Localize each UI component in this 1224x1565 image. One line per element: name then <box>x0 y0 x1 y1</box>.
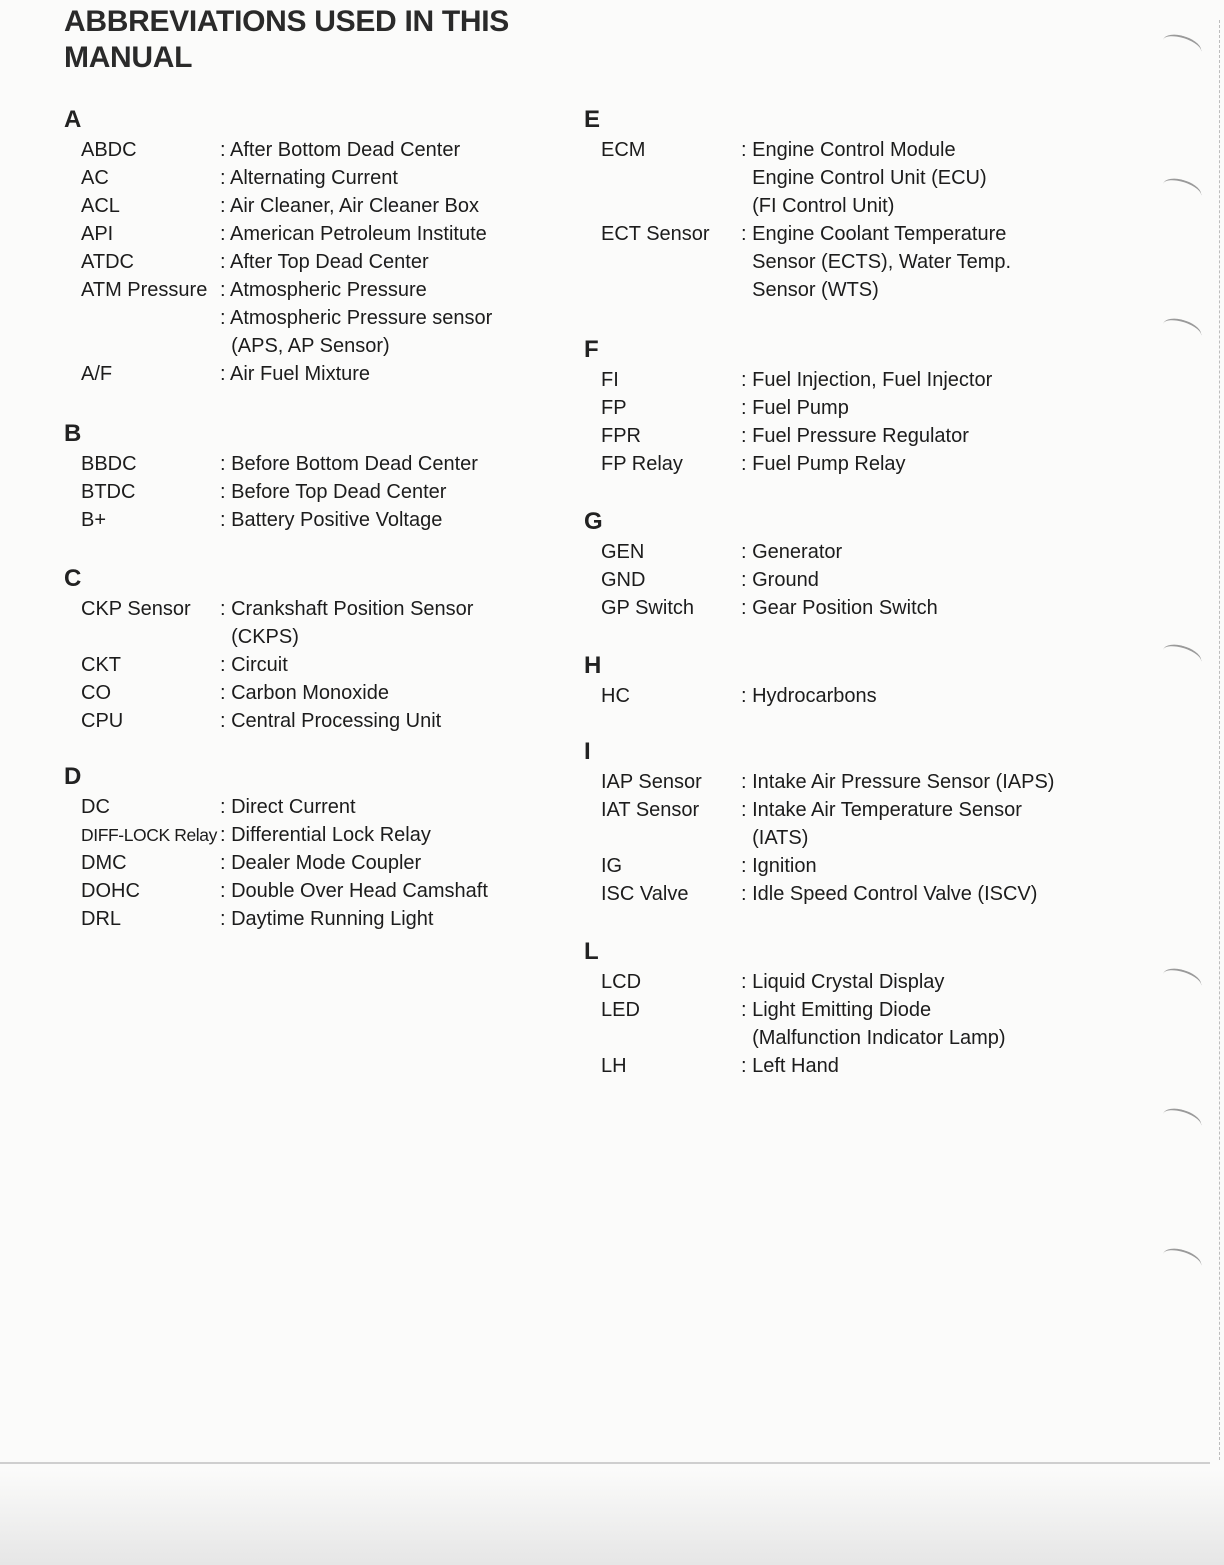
abbreviation-definition: (CKPS) <box>220 626 299 648</box>
abbreviation-definition: : Hydrocarbons <box>741 685 877 707</box>
abbreviation-term: BTDC <box>81 481 136 503</box>
abbreviation-term: ACL <box>81 195 120 217</box>
abbreviation-definition: : Light Emitting Diode <box>741 999 932 1021</box>
section-letter-g: G <box>584 508 603 535</box>
abbreviation-term: B+ <box>81 509 107 531</box>
abbreviation-definition: : Fuel Pump <box>741 397 849 419</box>
binder-hole-mark <box>1160 1244 1204 1275</box>
abbreviation-term: FI <box>601 369 619 391</box>
abbreviation-term: DMC <box>81 852 127 874</box>
abbreviation-definition: : Dealer Mode Coupler <box>220 852 422 874</box>
abbreviation-definition: : Atmospheric Pressure <box>220 279 427 301</box>
abbreviation-definition: : Left Hand <box>741 1055 839 1077</box>
abbreviation-term: A/F <box>81 363 113 385</box>
abbreviation-term: CKP Sensor <box>81 598 191 620</box>
abbreviation-term: ECM <box>601 139 646 161</box>
abbreviation-definition: : Intake Air Pressure Sensor (IAPS) <box>741 771 1055 793</box>
abbreviation-definition: : Before Bottom Dead Center <box>220 453 478 475</box>
abbreviation-term: FP Relay <box>601 453 683 475</box>
abbreviation-term: DOHC <box>81 880 140 902</box>
binder-hole-mark <box>1160 314 1204 345</box>
abbreviation-term: DC <box>81 796 110 818</box>
abbreviation-term: CPU <box>81 710 124 732</box>
abbreviation-term: HC <box>601 685 630 707</box>
abbreviation-definition: (FI Control Unit) <box>741 195 895 217</box>
binder-hole-mark <box>1160 1104 1204 1135</box>
abbreviation-term: GP Switch <box>601 597 694 619</box>
section-letter-b: B <box>64 420 82 447</box>
binder-hole-mark <box>1160 640 1204 671</box>
binder-hole-mark <box>1160 174 1204 205</box>
abbreviation-term: ISC Valve <box>601 883 689 905</box>
binder-hole-mark <box>1160 30 1204 61</box>
page-bottom-shade <box>0 1470 1224 1565</box>
abbreviation-definition: : Fuel Pump Relay <box>741 453 906 475</box>
abbreviation-definition: : Circuit <box>220 654 288 676</box>
abbreviation-definition: : Ignition <box>741 855 817 877</box>
abbreviation-definition: : Intake Air Temperature Sensor <box>741 799 1022 821</box>
abbreviation-definition: : Alternating Current <box>220 167 398 189</box>
abbreviation-term: ECT Sensor <box>601 223 710 245</box>
abbreviation-definition: (APS, AP Sensor) <box>220 335 390 357</box>
abbreviation-definition: : After Bottom Dead Center <box>220 139 461 161</box>
abbreviation-term: IG <box>601 855 623 877</box>
abbreviation-term: ATM Pressure <box>81 279 208 301</box>
abbreviation-term: DIFF-LOCK Relay <box>81 825 217 845</box>
abbreviation-term: IAT Sensor <box>601 799 700 821</box>
abbreviation-definition: : Carbon Monoxide <box>220 682 389 704</box>
section-letter-h: H <box>584 652 602 679</box>
abbreviation-definition: : Air Fuel Mixture <box>220 363 371 385</box>
section-letter-a: A <box>64 106 82 133</box>
abbreviation-definition: : Fuel Pressure Regulator <box>741 425 969 447</box>
page-title: ABBREVIATIONS USED IN THIS MANUAL <box>64 5 510 74</box>
abbreviation-definition: Sensor (WTS) <box>741 279 879 301</box>
abbreviation-term: API <box>81 223 114 245</box>
abbreviation-definition: : Before Top Dead Center <box>220 481 447 503</box>
abbreviation-definition: : Double Over Head Camshaft <box>220 880 488 902</box>
abbreviation-definition: : After Top Dead Center <box>220 251 429 273</box>
abbreviation-definition: : Central Processing Unit <box>220 710 442 732</box>
abbreviation-term: AC <box>81 167 109 189</box>
section-letter-f: F <box>584 336 599 363</box>
abbreviation-definition: (Malfunction Indicator Lamp) <box>741 1027 1006 1049</box>
binder-hole-mark <box>1160 964 1204 995</box>
abbreviation-definition: : Liquid Crystal Display <box>741 971 945 993</box>
abbreviation-term: GEN <box>601 541 645 563</box>
abbreviation-definition: : Engine Coolant Temperature <box>741 223 1007 245</box>
abbreviation-term: LCD <box>601 971 642 993</box>
abbreviation-definition: : Differential Lock Relay <box>220 824 431 846</box>
abbreviation-term: IAP Sensor <box>601 771 702 793</box>
abbreviation-term: FPR <box>601 425 641 447</box>
abbreviation-definition: : American Petroleum Institute <box>220 223 487 245</box>
abbreviation-term: DRL <box>81 908 122 930</box>
abbreviation-definition: (IATS) <box>741 827 809 849</box>
page-bottom-divider <box>0 1462 1210 1464</box>
abbreviation-definition: : Ground <box>741 569 819 591</box>
abbreviation-term: GND <box>601 569 646 591</box>
abbreviation-term: FP <box>601 397 627 419</box>
abbreviation-definition: Sensor (ECTS), Water Temp. <box>741 251 1012 273</box>
abbreviation-term: LED <box>601 999 640 1021</box>
abbreviation-definition: : Generator <box>741 541 843 563</box>
abbreviation-definition: Engine Control Unit (ECU) <box>741 167 987 189</box>
abbreviation-term: CO <box>81 682 111 704</box>
abbreviation-term: BBDC <box>81 453 137 475</box>
abbreviation-definition: : Air Cleaner, Air Cleaner Box <box>220 195 480 217</box>
abbreviation-definition: : Battery Positive Voltage <box>220 509 443 531</box>
page-edge <box>1207 20 1220 1460</box>
abbreviation-term: LH <box>601 1055 627 1077</box>
abbreviation-definition: : Gear Position Switch <box>741 597 938 619</box>
abbreviation-term: ATDC <box>81 251 134 273</box>
section-letter-c: C <box>64 565 82 592</box>
abbreviation-definition: : Direct Current <box>220 796 356 818</box>
abbreviation-definition: : Daytime Running Light <box>220 908 434 930</box>
abbreviation-definition: : Engine Control Module <box>741 139 956 161</box>
abbreviation-definition: : Crankshaft Position Sensor <box>220 598 474 620</box>
abbreviation-definition: : Idle Speed Control Valve (ISCV) <box>741 883 1038 905</box>
abbreviation-definition: : Fuel Injection, Fuel Injector <box>741 369 993 391</box>
abbreviation-term: ABDC <box>81 139 137 161</box>
abbreviation-definition: : Atmospheric Pressure sensor <box>220 307 493 329</box>
section-letter-i: I <box>584 738 591 765</box>
abbreviation-term: CKT <box>81 654 121 676</box>
section-letter-e: E <box>584 106 601 133</box>
section-letter-l: L <box>584 938 599 965</box>
section-letter-d: D <box>64 763 82 790</box>
